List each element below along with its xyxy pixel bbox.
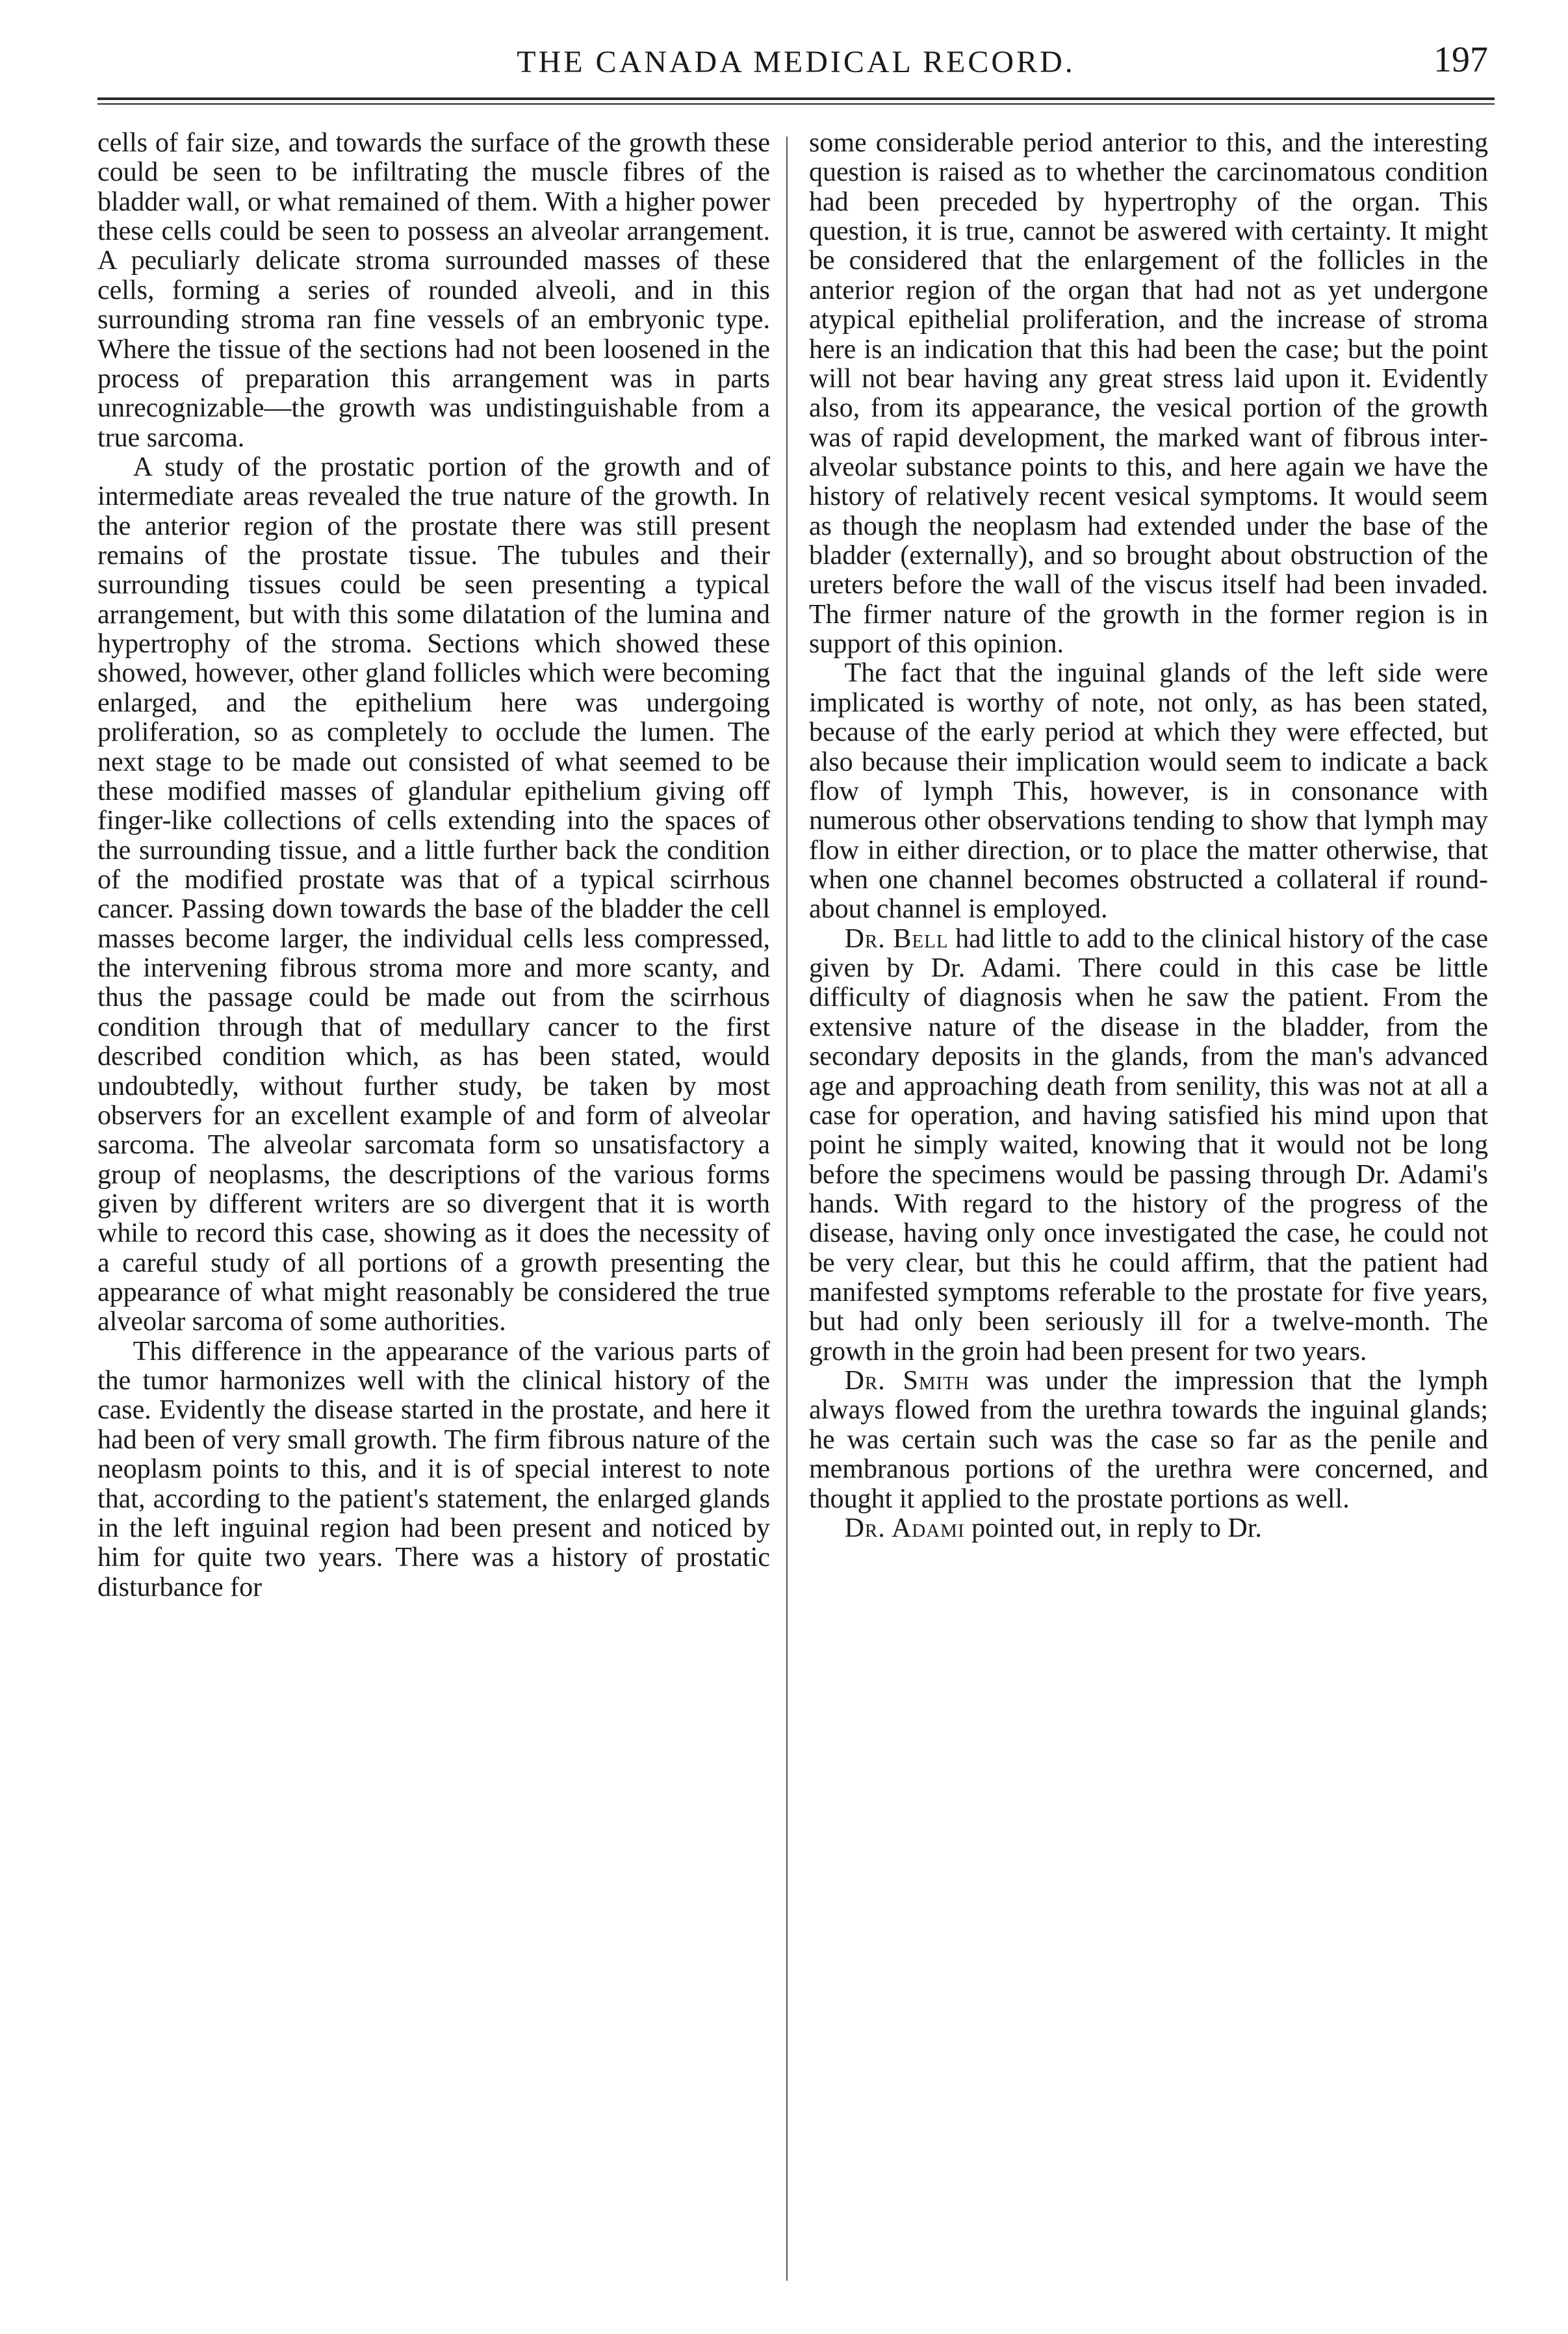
speaker-name: Dr. Smith (844, 1366, 970, 1396)
paragraph (809, 1366, 1488, 1514)
paragraph: The fact that the inguinal glands of the left side were implicated is worthy of note, not only, as has been stated, because of the early period at which they were effected, but also because their implication would seem to indicate a back flow of lymph This, however, is in consonance with numerous other observations tending to show that lymph may flow in either direction, or to place the matter otherwise, that when one channel becomes obstructed a collateral if round-about channel is employed. (809, 658, 1488, 925)
speaker-name: Dr. Adami (844, 1513, 965, 1543)
paragraph: A study of the prostatic portion of the growth and of intermediate areas revealed the true nature of the growth. In the anterior region of the prostate there was still present remains of the prostate tissue. The tubules and their surrounding tissues could be seen presenting a typical arrangement, but with this some dilatation of the lumina and hypertrophy of the stroma. Sections which showed these showed, however, other gland follicles which were becoming enlarged, and the epithelium here was undergoing proliferation, so as completely to occlude the lumen. The next stage to be made out consisted of what seemed to be these modified masses of glandular epithelium giving off finger-like collections of cells extending into the spaces of the surrounding tissue, and a little further back the condition of the modified prostate was that of a typical scirrhous cancer. Passing down towards the base of the bladder the cell masses become larger, the individual cells less compressed, the intervening fibrous stroma more and more scanty, and thus the passage could be made out from the scirrhous condition through that of medullary cancer to the first described condition which, as has been stated, would undoubtedly, without further study, be taken by most observers for an excellent example of and form of alveolar sarcoma. The alveolar sarcomata form so unsatisfactory a group of neoplasms, the descriptions of the various forms given by different writers are so divergent that it is worth while to record this case, showing as it does the necessity of a careful study of all portions of a growth presenting the appearance of what might reasonably be considered the true alveolar sarcoma of some authorities. (97, 452, 770, 1337)
page-number: 197 (1433, 40, 1488, 80)
paragraph-text: pointed out, in reply to Dr. (964, 1513, 1262, 1543)
paragraph (809, 1514, 1488, 1543)
right-column (809, 129, 1488, 1543)
paragraph: cells of fair size, and towards the surface of the growth these could be seen to be infiltrating the muscle fibres of the bladder wall, or what remained of them. With a higher power these cells could be seen to possess an alveolar arrangement. A peculiarly delicate stroma surrounded masses of these cells, forming a series of rounded alveoli, and in this surrounding stroma ran fine vessels of an embryonic type. Where the tissue of the sections had not been loosened in the process of preparation this arrangement was in parts unrecognizable—the growth was undistinguishable from a true sarcoma. (97, 128, 770, 453)
paragraph (809, 925, 1488, 1366)
paragraph: some considerable period anterior to this, and the interesting question is raised as to whether the carcinomatous condition had been preceded by hypertrophy of the organ. This question, it is true, cannot be aswered with certainty. It might be considered that the enlargement of the follicles in the anterior region of the organ that had not as yet undergone atypical epithelial proliferation, and the increase of stroma here is an indication that this had been the case; but the point will not bear having any great stress laid upon it. Evidently also, from its appearance, the vesical portion of the growth was of rapid development, the marked want of fibrous inter-alveolar substance points to this, and here again we have the history of relatively recent vesical symptoms. It would seem as though the neoplasm had extended under the base of the bladder (externally), and so brought about obstruction of the ureters before the wall of the viscus itself had been invaded. The firmer nature of the growth in the former region is in support of this opinion. (809, 128, 1488, 660)
left-column (97, 129, 770, 1602)
header-rule-thin (97, 103, 1495, 105)
paragraph-text: had little to add to the clinical history of the case given by Dr. Adami. There could in this case be little difficulty of diagnosis when he saw the patient. From the extensive nature of the disease in the bladder, from the secondary deposits in the glands, from the man's advanced age and approaching death from senility, this was not at all a case for operation, and having satisfied his mind upon that point he simply waited, knowing that it would not be long before the specimens would be passing through Dr. Adami's hands. With regard to the history of the progress of the disease, having only once investigated the case, he could not be very clear, but this he could affirm, that the patient had manifested symptoms referable to the prostate for five years, but had only been seriously ill for a twelve-month. The growth in the groin had been present for two years. (809, 923, 1488, 1366)
journal-title: THE CANADA MEDICAL RECORD. (517, 45, 1075, 79)
header-rule (97, 97, 1495, 100)
running-header (97, 38, 1495, 96)
paragraph: This difference in the appearance of the various parts of the tumor harmonizes well with the clinical history of the case. Evidently the disease started in the prostate, and here it had been of very small growth. The firm fibrous nature of the neoplasm points to this, and it is of special interest to note that, according to the patient's statement, the enlarged glands in the left inguinal region had been present and noticed by him for quite two years. There was a history of prostatic disturbance for (97, 1336, 770, 1602)
paragraph-text: was under the impression that the lymph always flowed from the urethra towards the inguinal glands; he was certain such was the case so far as the penile and membranous portions of the urethra were concerned, and thought it applied to the prostate portions as well. (809, 1366, 1488, 1514)
column-divider (786, 136, 788, 2281)
speaker-name: Dr. Bell (844, 923, 949, 954)
